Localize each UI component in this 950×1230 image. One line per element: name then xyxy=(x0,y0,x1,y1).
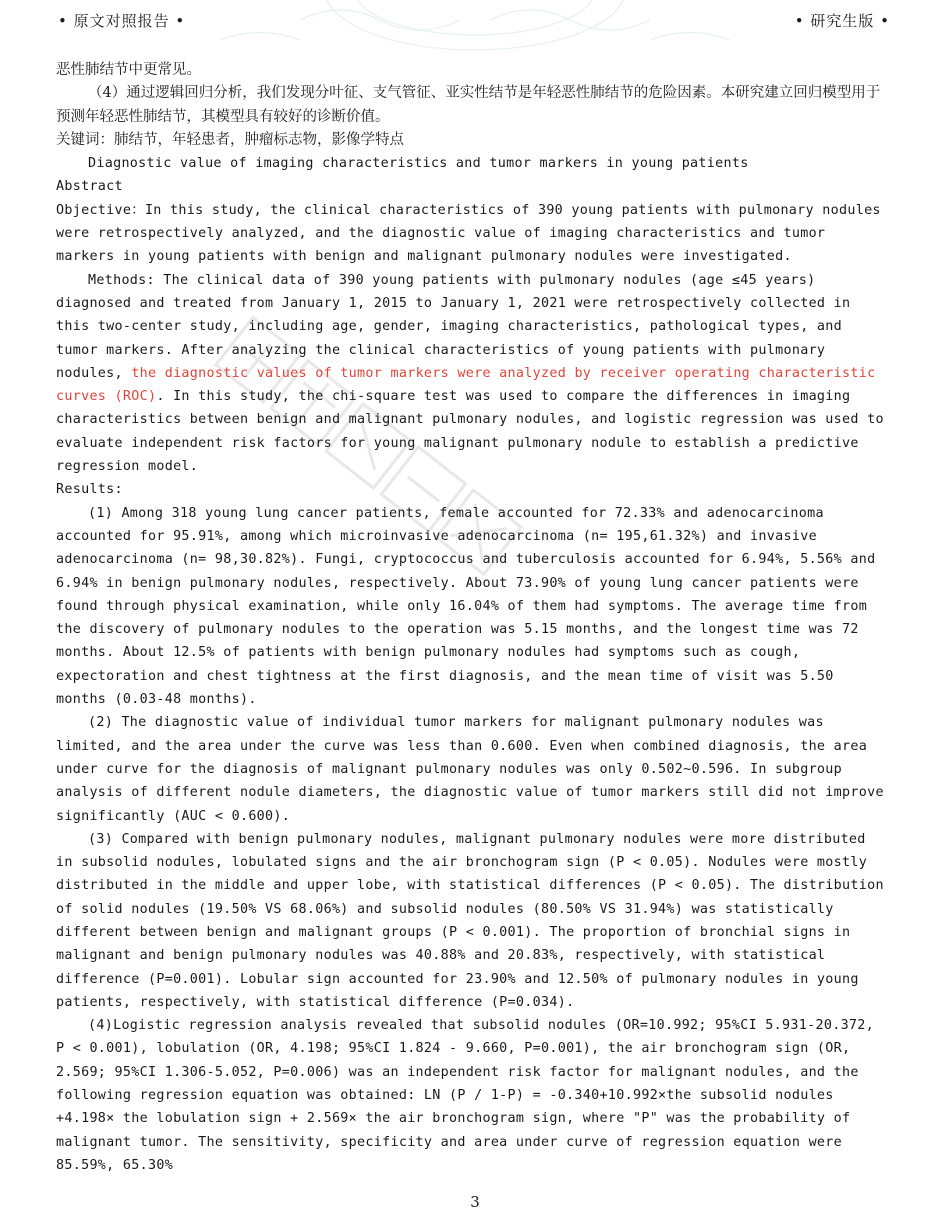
document-body xyxy=(56,59,893,1177)
results-heading: Results: xyxy=(56,482,123,498)
cn-paragraph-4: （4）通过逻辑回归分析，我们发现分叶征、支气管征、亚实性结节是年轻恶性肺结节的危险因素。本研究建立回归模型用于预测年轻恶性肺结节，其模型具有较好的诊断价值。 xyxy=(56,85,881,125)
header-left-label: • 原文对照报告 • xyxy=(58,12,186,30)
methods-highlight: the diagnostic values of tumor markers were analyzed by receiver operating characteristic curves (ROC) xyxy=(56,365,884,405)
result-1-paragraph: (1) Among 318 young lung cancer patients, female accounted for 72.33% and adenocarcinoma accounted for 95.91%, among which microinvasive adenocarcinoma (n= 195,61.32%) and invasive adenocarcinoma (n= 98,30.82%). Fungi, cryptococcus and tuberculosis accounted for 6.94%, 5.56% and 6.94% in benign pulmonary nodules, respectively. About 73.90% of young lung cancer patients were found through physical examination, while only 16.04% of them had symptoms. The average time from the discovery of pulmonary nodules to the operation was 5.15 months, and the longest time was 72 months. About 12.5% of patients with benign pulmonary nodules had symptoms such as cough, expectoration and chest tightness at the first diagnosis, and the mean time of visit was 5.50 months (0.03-48 months). xyxy=(56,505,884,708)
methods-paragraph xyxy=(56,269,893,479)
page-number: 3 xyxy=(470,1193,480,1211)
result-3-paragraph: (3) Compared with benign pulmonary nodules, malignant pulmonary nodules were more distributed in subsolid nodules, lobulated signs and the air bronchogram sign (P < 0.05). Nodules were mostly distributed in the middle and upper lobe, with statistical differences (P < 0.05). The distribution of solid nodules (19.50% VS 68.06%) and subsolid nodules (80.50% VS 31.94%) was statistically different between benign and malignant groups (P < 0.001). The proportion of bronchial signs in malignant and benign pulmonary nodules was 40.88% and 20.83%, respectively, with statistical difference (P=0.001). Lobular sign accounted for 23.90% and 12.50% of pulmonary nodules in young patients, respectively, with statistical difference (P=0.034). xyxy=(56,831,893,1010)
methods-text-a: Methods: The clinical data of 390 young patients with pulmonary nodules (age ≤45 years) diagnosed and treated from January 1, 2015 to January 1, 2021 were retrospectively collected in this two-center study, including age, gender, imaging characteristics, pathological types, and tumor markers. After analyzing the clinical characteristics of young patients with pulmonary nodules, xyxy=(56,272,859,381)
keywords-line: 关键词：肺结节，年轻患者，肿瘤标志物，影像学特点 xyxy=(56,131,404,148)
result-2-paragraph: (2) The diagnostic value of individual tumor markers for malignant pulmonary nodules was limited, and the area under the curve was less than 0.600. Even when combined diagnosis, the area under curve for the diagnosis of malignant pulmonary nodules was only 0.502~0.596. In subgroup analysis of different nodule diameters, the diagnostic value of tumor markers still did not improve significantly (AUC < 0.600). xyxy=(56,715,893,824)
cn-continuation-text: 恶性肺结节中更常见。 xyxy=(56,62,201,78)
header-right-label: • 研究生版 • xyxy=(794,12,890,30)
objective-paragraph: Objective：In this study, the clinical characteristics of 390 young patients with pulmonary nodules were retrospectively analyzed, and the diagnostic value of imaging characteristics and tumor markers in young patients with benign and malignant pulmonary nodules were investigated. xyxy=(56,202,890,265)
result-4-paragraph: (4)Logistic regression analysis revealed that subsolid nodules (OR=10.992; 95%CI 5.931-20.372, P < 0.001), lobulation (OR, 4.198; 95%CI 1.824 - 9.660, P=0.001), the air bronchogram sign (OR, 2.569; 95%CI 1.306-5.052, P=0.006) was an independent risk factor for malignant nodules, and the following regression equation was obtained: LN (P / 1-P) = -0.340+10.992×the subsolid nodules +4.198× the lobulation sign + 2.569× the air bronchogram sign, where "P" was the probability of malignant tumor. The sensitivity, specificity and area under curve of regression equation were 85.59%, 65.30% xyxy=(56,1018,883,1173)
english-title: Diagnostic value of imaging characteristics and tumor markers in young patients xyxy=(88,156,749,172)
methods-text-b: . In this study, the chi-square test was used to compare the differences in imaging characteristics between benign and malignant pulmonary nodules, and logistic regression was used to evaluate independent risk factors for young malignant pulmonary nodule to establish a predictive regression model. xyxy=(56,389,893,475)
abstract-heading: Abstract xyxy=(56,179,123,195)
